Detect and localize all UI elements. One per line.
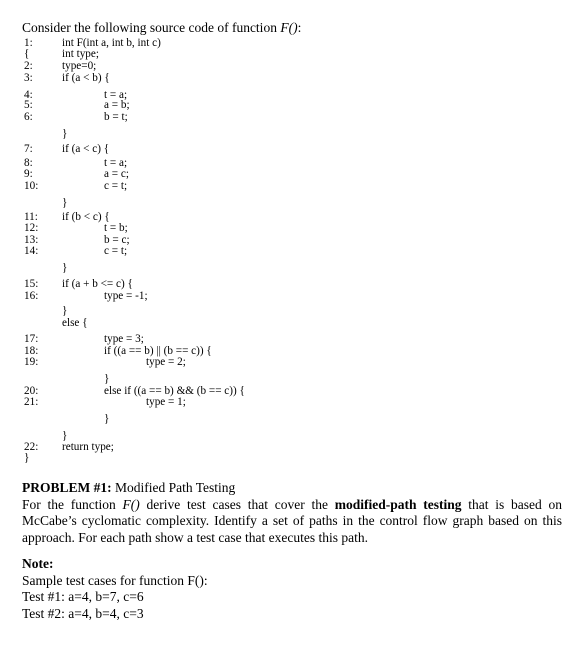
- line-number: 1:: [24, 37, 33, 49]
- code-text: int type;: [62, 48, 99, 60]
- line-number: 9:: [24, 168, 33, 180]
- line-number: 14:: [24, 245, 39, 257]
- line-number: 11:: [24, 211, 38, 223]
- problem-description: [22, 497, 562, 547]
- code-text: else if ((a == b) && (b == c)) {: [104, 385, 245, 397]
- code-text: b = t;: [104, 111, 128, 123]
- line-number: 19:: [24, 356, 39, 368]
- code-text: type = 3;: [104, 333, 144, 345]
- code-text: type = 1;: [146, 396, 186, 408]
- code-text: }: [104, 413, 110, 425]
- line-number: 22:: [24, 441, 39, 453]
- line-number: 4:: [24, 89, 33, 101]
- code-text: }: [62, 305, 68, 317]
- code-line: [0, 317, 583, 329]
- line-number: 17:: [24, 333, 39, 345]
- problem-text-1: For the function: [22, 496, 123, 512]
- problem-section: [22, 480, 562, 546]
- code-text: c = t;: [104, 180, 128, 192]
- line-number: 12:: [24, 222, 39, 234]
- note-section: [22, 556, 208, 622]
- problem-function-name: F(): [122, 496, 140, 512]
- code-text: t = b;: [104, 222, 128, 234]
- code-line: [0, 197, 583, 209]
- problem-bold-term: modified-path testing: [334, 496, 462, 512]
- code-text: }: [62, 128, 68, 140]
- line-number: 5:: [24, 99, 33, 111]
- problem-text-2: derive test cases that cover the: [139, 496, 335, 512]
- code-line: [0, 373, 583, 385]
- line-number: 2:: [24, 60, 33, 72]
- line-number: 21:: [24, 396, 39, 408]
- code-line: [0, 111, 583, 123]
- code-text: }: [62, 430, 68, 442]
- code-text: if ((a == b) || (b == c)) {: [104, 345, 212, 357]
- line-number: 18:: [24, 345, 39, 357]
- intro-function-name: F(): [280, 20, 298, 35]
- code-line: [0, 278, 583, 290]
- line-number: {: [24, 48, 30, 60]
- code-line: [0, 245, 583, 257]
- note-heading: Note:: [22, 556, 54, 571]
- code-line: [0, 168, 583, 180]
- problem-heading: [22, 480, 562, 497]
- line-number: 13:: [24, 234, 39, 246]
- problem-text-3: that is based on McCabe’s cyclomatic complexity. Identify a set of paths in the control flow graph based on this approach. For each path show a test case that executes this path.: [22, 496, 562, 545]
- code-line: [0, 72, 583, 84]
- code-line: [0, 128, 583, 140]
- code-line: [0, 356, 583, 368]
- code-line: [0, 290, 583, 302]
- code-text: if (a + b <= c) {: [62, 278, 133, 290]
- line-number: 7:: [24, 143, 33, 155]
- code-text: b = c;: [104, 234, 130, 246]
- code-line: [0, 452, 583, 464]
- line-number: 20:: [24, 385, 39, 397]
- code-line: [0, 143, 583, 155]
- problem-number: PROBLEM #1:: [22, 480, 112, 495]
- code-line: [0, 180, 583, 192]
- intro-colon: :: [297, 20, 302, 35]
- code-text: }: [62, 197, 68, 209]
- code-line: [0, 48, 583, 60]
- code-text: return type;: [62, 441, 114, 453]
- code-line: [0, 396, 583, 408]
- intro-text: Consider the following source code of function: [22, 20, 281, 35]
- code-line: [0, 222, 583, 234]
- code-line: [0, 262, 583, 274]
- code-text: int F(int a, int b, int c): [62, 37, 161, 49]
- note-line: Sample test cases for function F():: [22, 572, 208, 588]
- problem-title: Modified Path Testing: [111, 480, 236, 495]
- line-number: 8:: [24, 157, 33, 169]
- code-line: [0, 413, 583, 425]
- note-line: Test #2: a=4, b=4, c=3: [22, 605, 144, 621]
- line-number: }: [24, 452, 30, 464]
- code-text: }: [104, 373, 110, 385]
- line-number: 16:: [24, 290, 39, 302]
- code-text: if (a < c) {: [62, 143, 110, 155]
- code-text: t = a;: [104, 157, 128, 169]
- code-text: type=0;: [62, 60, 97, 72]
- line-number: 10:: [24, 180, 39, 192]
- code-text: type = -1;: [104, 290, 148, 302]
- code-text: else {: [62, 317, 88, 329]
- code-text: if (a < b) {: [62, 72, 110, 84]
- code-text: t = a;: [104, 89, 128, 101]
- code-text: type = 2;: [146, 356, 186, 368]
- code-text: }: [62, 262, 68, 274]
- code-line: [0, 99, 583, 111]
- code-text: c = t;: [104, 245, 128, 257]
- line-number: 15:: [24, 278, 39, 290]
- code-line: [0, 60, 583, 72]
- code-text: a = c;: [104, 168, 129, 180]
- line-number: 6:: [24, 111, 33, 123]
- code-text: if (b < c) {: [62, 211, 110, 223]
- code-line: [0, 305, 583, 317]
- note-line: Test #1: a=4, b=7, c=6: [22, 589, 144, 604]
- line-number: 3:: [24, 72, 33, 84]
- code-line: [0, 333, 583, 345]
- code-text: a = b;: [104, 99, 130, 111]
